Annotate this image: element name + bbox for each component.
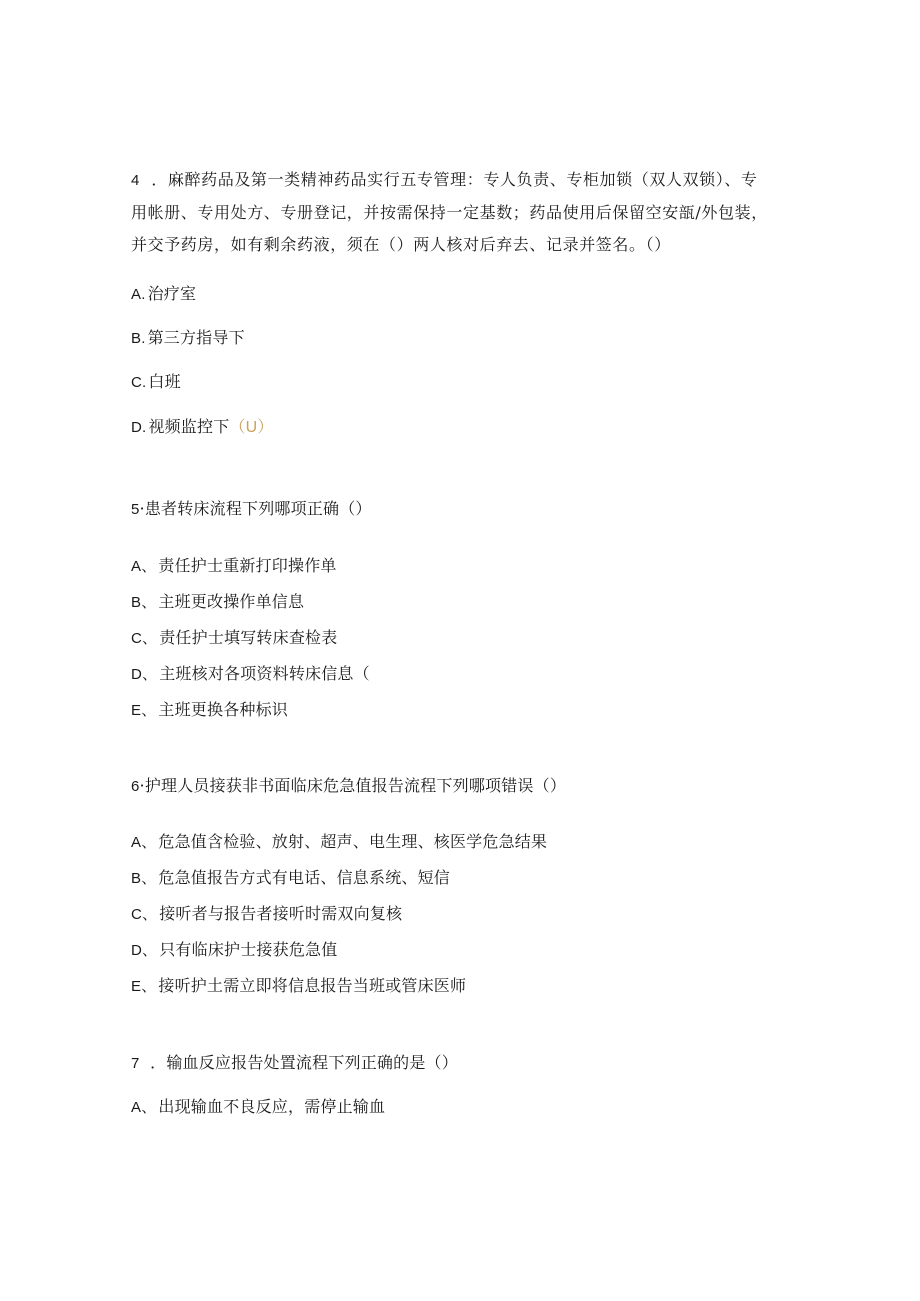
question-5-stem: 5·患者转床流程下列哪项正确（） — [131, 499, 372, 518]
question-7-option-a: A、 出现输血不良反应，需停止输血 — [131, 1097, 386, 1116]
question-4-stem — [131, 164, 781, 261]
question-7-stem: 7 ．输血反应报告处置流程下列正确的是（） — [131, 1053, 458, 1072]
answer-mark: （U） — [229, 419, 274, 436]
question-4-option-a: A. 治疗室 — [131, 284, 197, 303]
question-5-option-a: A、 责任护士重新打印操作单 — [131, 556, 337, 575]
question-7-number: 7 — [131, 1055, 140, 1072]
question-6-option-b: B、 危急值报告方式有电话、信息系统、短信 — [131, 868, 451, 887]
question-6-option-d: D、 只有临床护士接获危急值 — [131, 940, 338, 959]
question-4-line-1: 4 ．麻醉药品及第一类精神药品实行五专管理：专人负责、专柜加锁（双人双锁）、专 — [131, 170, 758, 189]
question-4-number: 4 — [131, 172, 140, 189]
question-5-option-e: E、 主班更换各种标识 — [131, 700, 289, 719]
question-6-stem: 6·护理人员接获非书面临床危急值报告流程下列哪项错误（） — [131, 776, 567, 795]
question-6-option-c: C、 接听者与报告者接听时需双向复核 — [131, 904, 403, 923]
question-5-option-b: B、 主班更改操作单信息 — [131, 592, 305, 611]
question-5-option-d: D、 主班核对各项资料转床信息（ — [131, 664, 370, 683]
question-4-option-d: D. 视频监控下（U） — [131, 417, 274, 436]
question-4-line-3: 并交予药房，如有剩余药液，须在（）两人核对后弃去、记录并签名。（） — [131, 235, 671, 254]
question-6-option-a: A、 危急值含检验、放射、超声、电生理、核医学危急结果 — [131, 832, 548, 851]
question-5-number: 5 — [131, 501, 140, 518]
question-4-option-c: C. 白班 — [131, 372, 181, 391]
question-4-option-b: B. 第三方指导下 — [131, 328, 245, 347]
question-4-line-2: 用帐册、专用处方、专册登记，并按需保持一定基数；药品使用后保留空安瓿/外包装， — [131, 203, 768, 222]
question-6-number: 6 — [131, 778, 140, 795]
question-5-option-c: C、 责任护士填写转床查检表 — [131, 628, 338, 647]
question-6-option-e: E、 接听护土需立即将信息报告当班或管床医师 — [131, 976, 467, 995]
